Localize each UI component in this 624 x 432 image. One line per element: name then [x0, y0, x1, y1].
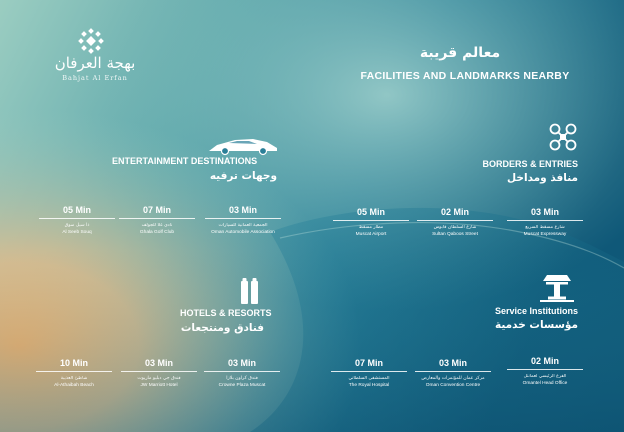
divider [204, 371, 280, 372]
place-name-ar: شاطئ العذيبة [60, 376, 88, 381]
travel-time: 02 Min [440, 207, 469, 217]
section-title-entertainment-ar: وجهات ترفيه [209, 170, 277, 182]
brand-name-ar: بهجة العرفان [54, 54, 136, 72]
travel-time: 03 Min [227, 358, 256, 368]
place-name-ar: نادي غلا للجولف [141, 223, 173, 228]
divider [39, 218, 115, 219]
place-name: Crowne Plaza Muscat [218, 383, 266, 388]
travel-time: 03 Min [530, 207, 559, 217]
travel-time: 05 Min [62, 205, 91, 215]
section-title-borders: BORDERS & ENTRIES [482, 159, 578, 169]
list-item [333, 207, 409, 238]
divider [507, 220, 583, 221]
page-title-ar: معالم قريبة [419, 45, 501, 61]
place-name-ar: مطار مسقط [358, 225, 384, 230]
list-item [119, 205, 195, 236]
place-name: Omantel Head Office [522, 381, 568, 386]
place-name: Sultan Qaboos Street [432, 232, 478, 237]
travel-time: 03 Min [438, 358, 467, 368]
place-name: Al Seeb Souq [62, 230, 92, 235]
travel-time: 02 Min [530, 356, 559, 366]
place-name: JW Marriott Hotel [140, 383, 178, 388]
list-item [507, 207, 583, 238]
list-item [204, 358, 280, 389]
place-name-ar: فندق جي دبليو ماريوت [137, 376, 181, 381]
list-item [507, 356, 583, 387]
place-name-ar: الفرع الرئيسي لعمانتل [523, 374, 567, 379]
place-name: Al-Athaibah Beach [54, 383, 94, 388]
logo-emblem [78, 28, 104, 54]
section-title-services-ar: مؤسسات خدمية [494, 319, 578, 331]
place-name: Oman Automobile Association [211, 230, 275, 235]
section-title-services: Service Institutions [494, 306, 578, 316]
place-name: Muscat Airport [355, 232, 387, 237]
place-name-ar: الجمعية العمانية للسيارات [218, 223, 268, 228]
place-name: Muscat Expressway [523, 232, 567, 237]
section-title-hotels: HOTELS & RESORTS [180, 308, 272, 318]
divider [36, 371, 112, 372]
travel-time: 10 Min [59, 358, 88, 368]
place-name: Ghala Golf Club [139, 230, 175, 235]
control-tower-icon [540, 272, 574, 302]
divider [121, 371, 197, 372]
twin-towers-icon [240, 278, 260, 304]
place-name-ar: شارع مسقط السريع [525, 225, 565, 230]
place-name-ar: فندق كراون بلازا [226, 376, 258, 381]
travel-time: 03 Min [228, 205, 257, 215]
divider [333, 220, 409, 221]
divider [205, 218, 281, 219]
travel-time: 07 Min [142, 205, 171, 215]
travel-time: 05 Min [356, 207, 385, 217]
divider [415, 371, 491, 372]
place-name-ar: المستشفى السلطاني [348, 376, 390, 381]
divider [331, 371, 407, 372]
page-title: FACILITIES AND LANDMARKS NEARBY [360, 70, 570, 82]
list-item [331, 358, 407, 389]
section-title-borders-ar: منافذ ومداخل [507, 172, 578, 184]
section-title-hotels-ar: فنادق ومنتجعات [180, 322, 264, 334]
place-name: Oman Convention Centre [425, 383, 481, 388]
place-name: The Royal Hospital [348, 383, 390, 388]
place-name-ar: مركز عمان للمؤتمرات والمعارض [421, 376, 485, 381]
place-name-ar: شارع السلطان قابوس [433, 225, 477, 230]
place-name-ar: ذا سيل سوق [64, 223, 90, 228]
list-item [417, 207, 493, 238]
divider [417, 220, 493, 221]
list-item [36, 358, 112, 389]
brand-name-en: Bahjat Al Erfan [62, 74, 128, 82]
divider [119, 218, 195, 219]
travel-time: 07 Min [354, 358, 383, 368]
travel-time: 03 Min [144, 358, 173, 368]
list-item [415, 358, 491, 389]
divider [507, 369, 583, 370]
list-item [39, 205, 115, 236]
section-title-entertainment: ENTERTAINMENT DESTINATIONS [112, 156, 258, 166]
list-item [205, 205, 281, 236]
sports-car-icon [205, 132, 281, 156]
list-item [121, 358, 197, 389]
drone-network-icon [548, 122, 578, 152]
